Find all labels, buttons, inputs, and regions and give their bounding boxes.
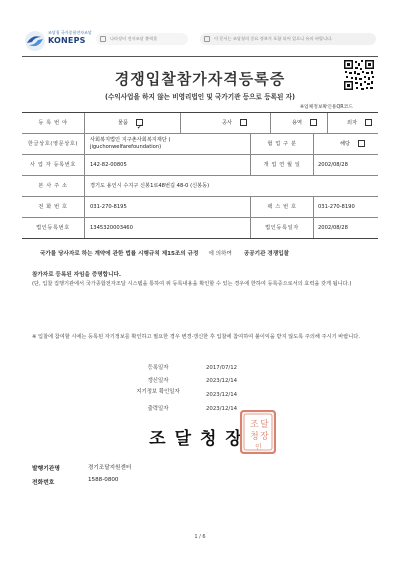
- registration-table: [22, 112, 378, 239]
- fax-label: 팩 스 번 호: [250, 197, 314, 217]
- svg-text:장: 장: [260, 432, 269, 442]
- option-service-label: 용역: [292, 120, 303, 126]
- agreement-label: 협 업 구 분: [250, 134, 314, 154]
- cell-divider: [327, 113, 328, 133]
- qr-code: [343, 59, 375, 91]
- document-title: 경쟁입찰참가자격등록증: [114, 70, 286, 88]
- phone-label: 전 화 번 호: [22, 197, 85, 217]
- agreement-option: [340, 134, 365, 154]
- logo-subtitle: 조달청 국가종합전자조달: [48, 30, 92, 35]
- document-subtitle: (수익사업을 하지 않는 비영리법인 및 국가기관 등으로 등록된 자): [105, 93, 295, 101]
- date-value-renewed: 2023/12/14: [206, 378, 238, 384]
- opening-label: 개 업 연 월 일: [250, 155, 314, 175]
- security-notice-text: 이 문서는 조달청의 중요 정보가 포함 되어 있으니 유의 바랍니다.: [214, 36, 333, 41]
- svg-text:조: 조: [250, 420, 259, 430]
- agreement-value: 해당: [340, 141, 351, 147]
- corpdate-label: 법인등록일자: [250, 218, 314, 238]
- table-row-bizno: [22, 155, 378, 176]
- table-row-address: [22, 176, 378, 197]
- date-value-printed: 2023/12/14: [206, 406, 238, 412]
- legal-statement: [40, 249, 289, 257]
- warning-note: ※ 입찰에 참여할 시에는 등록된 자기정보를 확인하고 필요한 경우 변경·갱신한 후 입찰에 참여하여 불이익을 받지 않도록 주의해 주시기 바랍니다.: [32, 334, 360, 340]
- print-notice-text: 나라장터 전자조달 출력물: [110, 36, 158, 41]
- option-service-checkbox: [310, 119, 317, 126]
- qr-note: ※업체정보확인용QR코드: [300, 105, 353, 110]
- logo-text: KONEPS: [48, 36, 86, 45]
- issuer-value: 경기조달지원센터: [88, 465, 132, 471]
- date-label-registered: 등록일자: [147, 365, 169, 371]
- company-label: 한글상호(영문상호): [22, 134, 85, 154]
- print-notice-pill: [96, 33, 188, 45]
- address-label: 본 사 주 소: [22, 176, 85, 196]
- issuer-label: 발행기관명: [32, 466, 60, 472]
- option-goods-label: 물품: [118, 120, 129, 126]
- option-service: [292, 113, 317, 133]
- svg-text:인: 인: [255, 443, 262, 451]
- svg-text:청: 청: [250, 432, 259, 442]
- page-number: 1 / 6: [194, 534, 206, 540]
- certification-heading: 참가자로 등록된 자임을 증명합니다.: [32, 272, 122, 278]
- option-construction-checkbox: [240, 119, 247, 126]
- bizno-label: 사 업 자 등록번호: [22, 155, 85, 175]
- security-notice-pill: [200, 33, 376, 45]
- agreement-checkbox: [358, 140, 365, 147]
- corpdate-value: 2002/08/28: [318, 225, 348, 231]
- option-foreign-checkbox: [365, 119, 372, 126]
- official-seal: [240, 410, 276, 454]
- option-construction: [222, 113, 247, 133]
- date-label-printed: 출력일자: [147, 406, 169, 412]
- certification-note: (단, 입찰 집행기관에서 국가종합전자조달 시스템을 통하여 위 등록내용을 확인할 수 있는 경우에 한하여 등록증으로서의 효력을 갖게 됩니다.): [32, 281, 352, 287]
- svg-text:달: 달: [260, 420, 269, 430]
- corpno-label: 법인등록번호: [22, 218, 85, 238]
- phone-value: 031-270-8195: [90, 204, 127, 210]
- header-divider: [22, 56, 378, 57]
- option-construction-label: 공사: [222, 120, 233, 126]
- legal-agency: 공공기관 경쟁입찰: [243, 251, 290, 257]
- address-value: 경기도 용인시 수지구 신봉1로48번길 48-0 (신봉동): [90, 183, 210, 189]
- bizno-value: 142-82-00805: [90, 162, 127, 168]
- phone-footer-value: 1588-0800: [88, 477, 119, 483]
- date-label-confirmed: 지기정보 확인일자: [136, 389, 180, 395]
- koneps-swirl-icon: [24, 30, 46, 52]
- option-goods-checkbox: [136, 119, 143, 126]
- date-value-confirmed: 2023/12/14: [206, 392, 238, 398]
- company-value: 사회복지법인 지구촌사회복지재단 ( jiguchonwelfarefoundation): [90, 137, 171, 150]
- opening-value: 2002/08/28: [318, 162, 348, 168]
- table-row-company: [22, 134, 378, 155]
- printer-icon: [100, 36, 106, 42]
- phone-footer-label: 전화번호: [32, 480, 55, 486]
- option-goods: [118, 113, 143, 133]
- table-row-reg-type: [22, 113, 378, 134]
- warning-icon: [204, 36, 210, 42]
- legal-law: 국가를 당사자로 하는 계약에 관한 법률 시행규칙 제15조의 규정: [40, 251, 199, 257]
- table-row-corp: [22, 218, 378, 238]
- cell-divider: [270, 113, 271, 133]
- legal-reason: 에 의하여: [208, 251, 232, 257]
- date-label-renewed: 갱신일자: [147, 378, 169, 384]
- date-value-registered: 2017/07/12: [206, 365, 238, 371]
- option-foreign: [347, 113, 372, 133]
- issuer-organization: 조달청장: [149, 429, 251, 449]
- option-foreign-label: 외자: [347, 120, 358, 126]
- corpno-value: 1345320003460: [90, 225, 133, 231]
- fax-value: 031-270-8190: [318, 204, 355, 210]
- reg-type-label: 등 록 번 야: [22, 113, 85, 133]
- table-row-phone: [22, 197, 378, 218]
- cell-divider: [180, 113, 181, 133]
